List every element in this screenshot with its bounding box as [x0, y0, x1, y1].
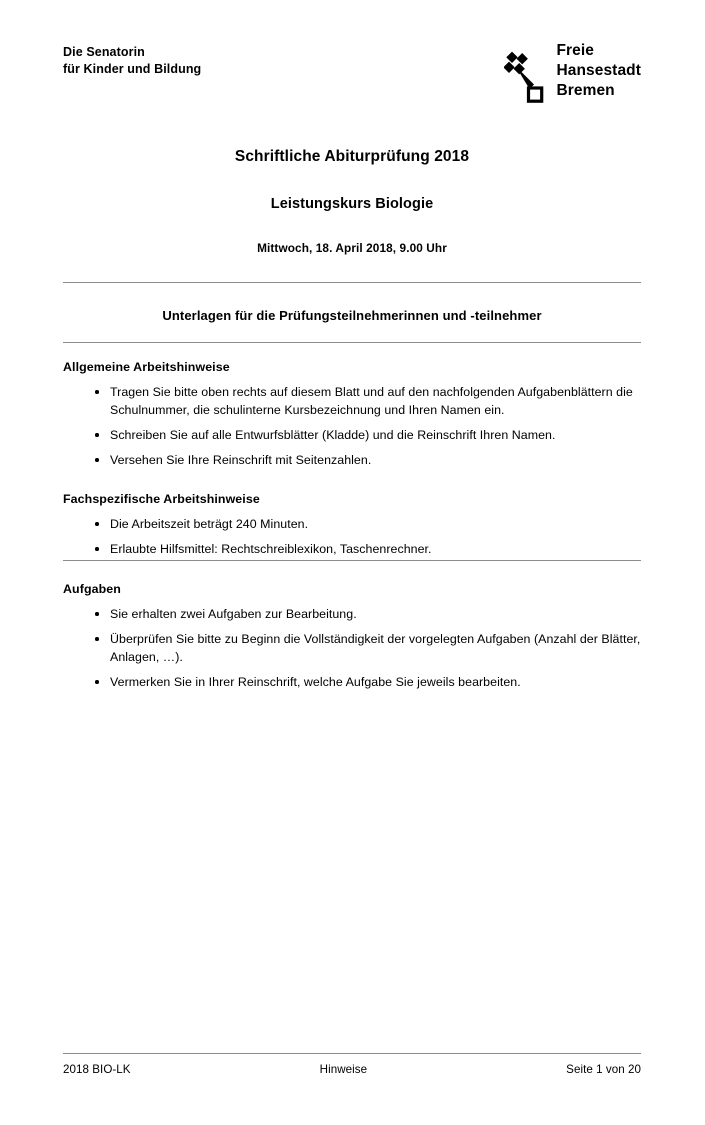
exam-title-block [63, 148, 641, 255]
bremen-line-1: Freie [556, 42, 594, 59]
list-item: Vermerken Sie in Ihrer Reinschrift, welche Aufgabe Sie jeweils bearbeiten. [63, 673, 641, 691]
page-header [63, 40, 641, 120]
bremen-line-3: Bremen [556, 82, 615, 99]
footer-page-number: Seite 1 von 20 [566, 1063, 641, 1076]
list-item: Überprüfen Sie bitte zu Beginn die Vollständigkeit der vorgelegten Aufgaben (Anzahl der Blätter, Anlagen, …). [63, 630, 641, 666]
senator-authority-block [63, 44, 201, 78]
bullet-list [63, 605, 641, 691]
section-aufgaben [63, 582, 641, 691]
bremen-key-icon [504, 51, 544, 107]
list-item: Sie erhalten zwei Aufgaben zur Bearbeitung. [63, 605, 641, 623]
section-heading: Fachspezifische Arbeitshinweise [63, 492, 260, 506]
exam-course: Leistungskurs Biologie [270, 196, 434, 212]
senator-line-2: für Kinder und Bildung [63, 62, 202, 76]
divider-rule-top [63, 282, 641, 283]
list-item: Versehen Sie Ihre Reinschrift mit Seitenzahlen. [63, 451, 641, 469]
divider-rule-middle [63, 342, 641, 343]
section-fachspezifische-arbeitshinweise [63, 492, 641, 558]
bullet-list [63, 383, 641, 469]
list-item: Erlaubte Hilfsmittel: Rechtschreiblexikon, Taschenrechner. [63, 540, 641, 558]
section-allgemeine-arbeitshinweise [63, 360, 641, 469]
footer-exam-code: 2018 BIO-LK [63, 1063, 131, 1076]
instructions-upper [63, 360, 641, 558]
section-heading: Aufgaben [63, 582, 121, 596]
instructions-lower [63, 582, 641, 691]
list-item: Tragen Sie bitte oben rechts auf diesem Blatt und auf den nachfolgenden Aufgabenblättern die Schulnummer, die schulinterne Kursbezeichnung und Ihren Namen ein. [63, 383, 641, 419]
list-item: Schreiben Sie auf alle Entwurfsblätter (Kladde) und die Reinschrift Ihren Namen. [63, 426, 641, 444]
footer-divider-rule [63, 1053, 641, 1054]
exam-date: Mittwoch, 18. April 2018, 9.00 Uhr [257, 241, 447, 255]
participants-banner: Unterlagen für die Prüfungsteilnehmerinnen und -teilnehmer [162, 308, 542, 323]
divider-rule-bottom [63, 560, 641, 561]
list-item: Die Arbeitszeit beträgt 240 Minuten. [63, 515, 641, 533]
bremen-wordmark [556, 40, 641, 101]
page-footer [63, 1063, 641, 1076]
bremen-logo-block [504, 40, 641, 107]
bullet-list [63, 515, 641, 558]
exam-title: Schriftliche Abiturprüfung 2018 [234, 148, 470, 165]
senator-line-1: Die Senatorin [63, 45, 145, 59]
section-heading: Allgemeine Arbeitshinweise [63, 360, 230, 374]
footer-section-label: Hinweise [319, 1063, 368, 1076]
bremen-line-2: Hansestadt [556, 62, 641, 79]
